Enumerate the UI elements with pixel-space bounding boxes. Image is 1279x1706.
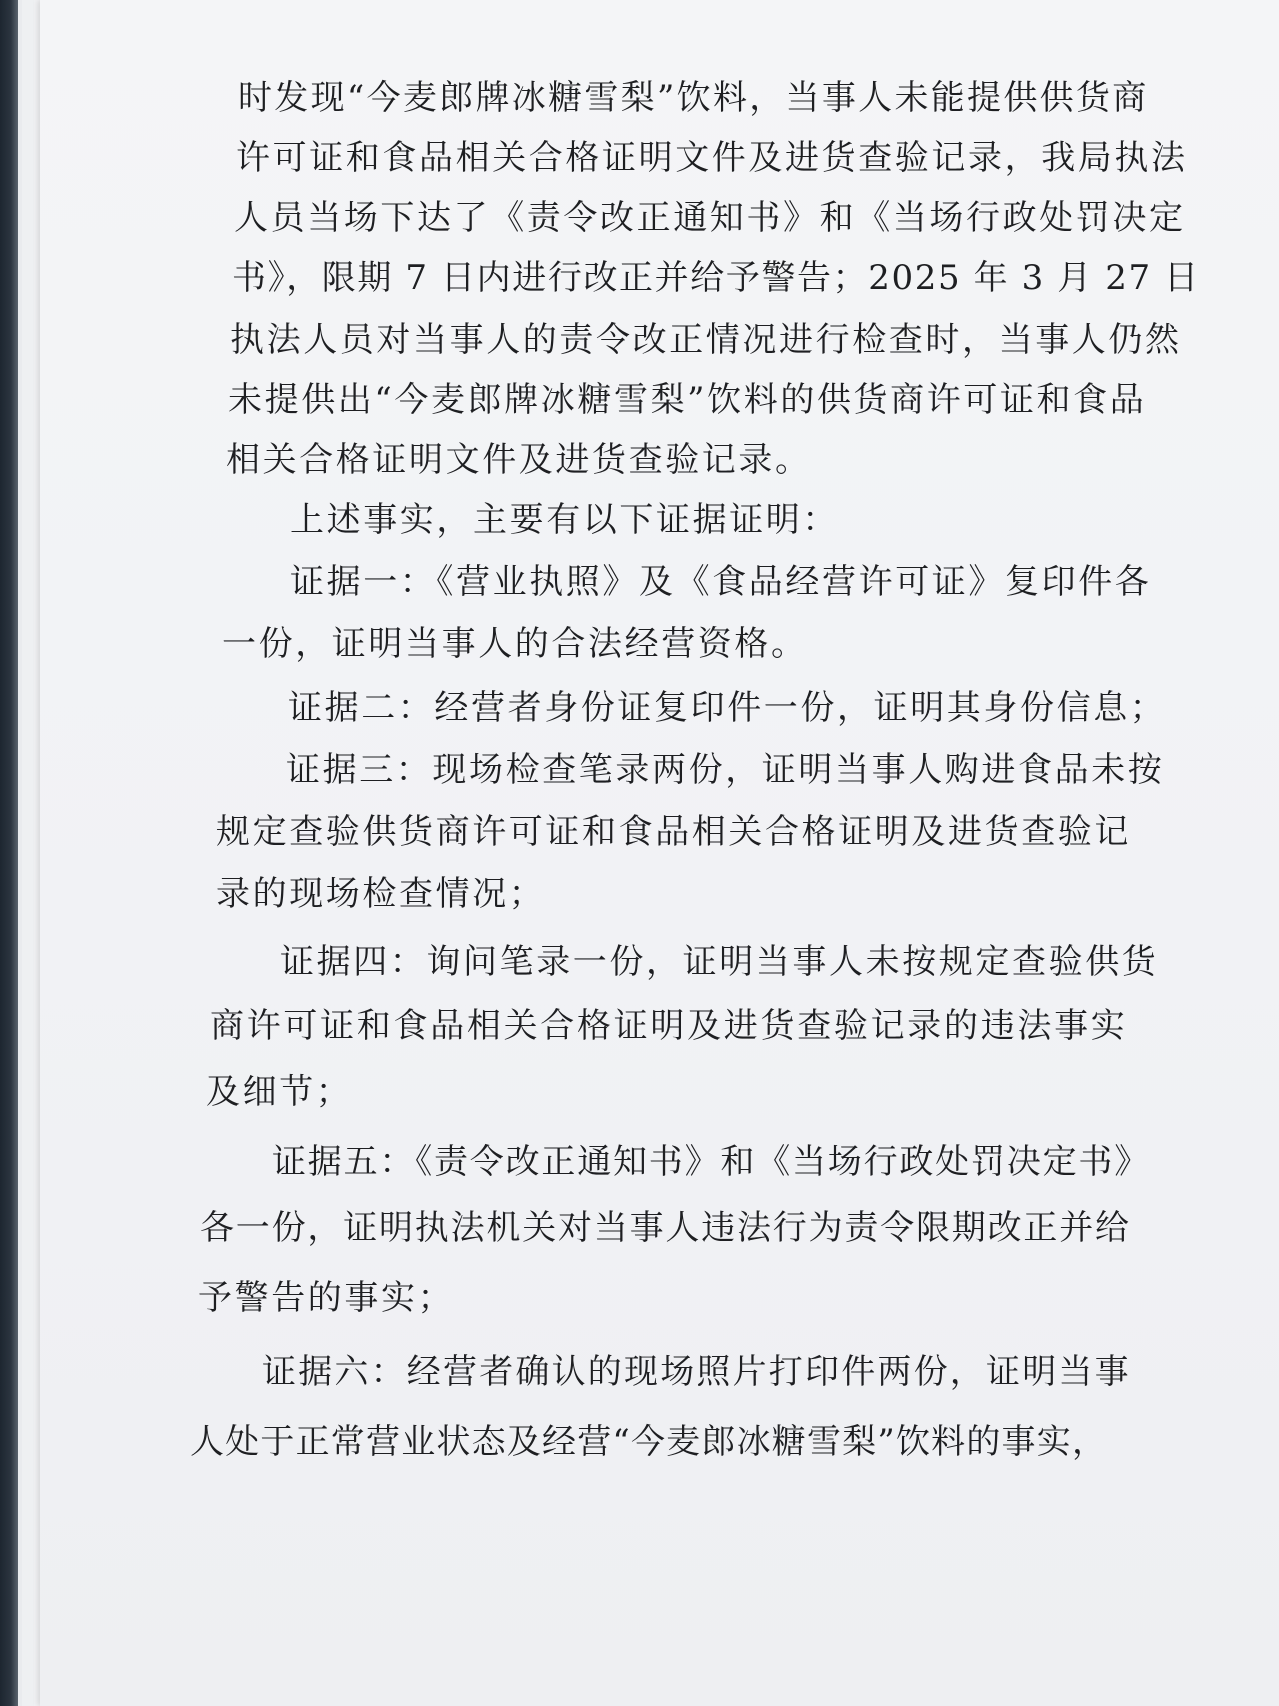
text-line: 及细节； [206,1072,353,1112]
text-line: 上述事实，主要有以下证据证明： [290,500,839,540]
document-page [40,0,1279,1706]
text-line: 时发现“今麦郎牌冰糖雪梨”饮料，当事人未能提供供货商 [238,78,1149,118]
text-line: 许可证和食品相关合格证明文件及进货查验记录，我局执法 [236,138,1188,178]
text-line: 证据五：《责令改正通知书》和《当场行政处罚决定书》 [272,1142,1150,1182]
text-line: 书》，限期 7 日内进行改正并给予警告；2025 年 3 月 27 日 [232,258,1200,298]
text-line: 未提供出“今麦郎牌冰糖雪梨”饮料的供货商许可证和食品 [228,380,1147,420]
text-line: 证据一：《营业执照》及《食品经营许可证》复印件各 [290,562,1152,602]
text-line: 证据六：经营者确认的现场照片打印件两份，证明当事 [262,1352,1131,1392]
text-line: 商许可证和食品相关合格证明及进货查验记录的违法事实 [210,1006,1128,1046]
text-line: 证据二：经营者身份证复印件一份，证明其身份信息； [288,688,1167,728]
text-line: 一份，证明当事人的合法经营资格。 [222,624,808,664]
text-line: 录的现场检查情况； [216,874,546,914]
text-line: 人员当场下达了《责令改正通知书》和《当场行政处罚决定 [234,198,1186,238]
text-line: 证据三：现场检查笔录两份，证明当事人购进食品未按 [286,750,1165,790]
text-line: 人处于正常营业状态及经营“今麦郎冰糖雪梨”饮料的事实， [190,1422,1108,1462]
text-line: 执法人员对当事人的责令改正情况进行检查时，当事人仍然 [230,320,1182,360]
desk-edge [0,0,18,1706]
text-line: 各一份，证明执法机关对当事人违法行为责令限期改正并给 [200,1208,1131,1248]
text-line: 相关合格证明文件及进货查验记录。 [226,440,812,480]
text-line: 予警告的事实； [198,1278,455,1318]
text-line: 规定查验供货商许可证和食品相关合格证明及进货查验记 [216,812,1131,852]
text-line: 证据四：询问笔录一份，证明当事人未按规定查验供货 [280,942,1159,982]
